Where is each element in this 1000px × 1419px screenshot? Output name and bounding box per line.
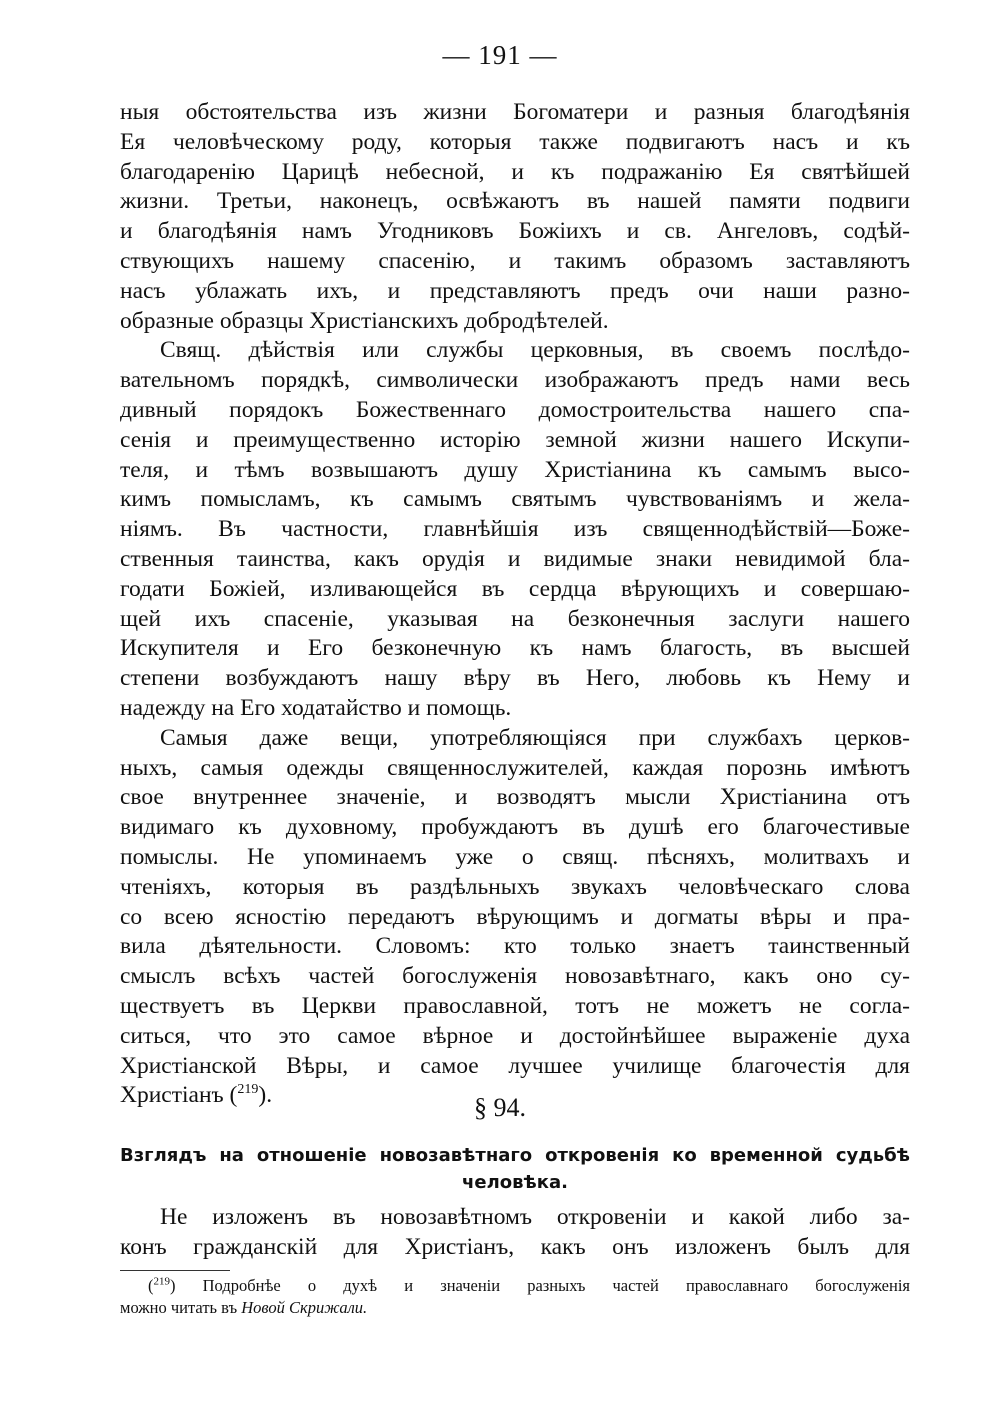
text-line: ныхъ, самыя одежды священнослужителей, каждая порознь имѣютъ [120, 754, 910, 781]
text-line: Искупителя и Его безконечную къ намъ благость, въ высшей [120, 635, 910, 662]
section-heading-line: Взглядъ на отношеніе новозавѣтнаго откровенія ко временной судьбѣ [120, 1145, 910, 1166]
text-line: сенія и преимущественно исторію земной жизни нашего Искупи- [120, 426, 910, 453]
text-line: Свящ. дѣйствія или службы церковныя, въ своемъ послѣдо- [160, 337, 910, 364]
text-line: годати Божіей, изливающейся въ сердца вѣрующихъ и совершаю- [120, 575, 910, 602]
text-line: чтеніяхъ, которыя въ раздѣльныхъ звукахъ человѣческаго слова [120, 873, 910, 900]
text-line: Христіанской Вѣры, и самое лучшее училище благочестія для [120, 1052, 910, 1079]
text-line: ніямъ. Въ частности, главнѣйшія изъ священнодѣйствій—Боже- [120, 516, 910, 543]
footnote-mark-close: ) [170, 1276, 176, 1295]
text-line: ществуетъ въ Церкви православной, тотъ не можетъ не согла- [120, 992, 910, 1019]
footnote-number: 219 [153, 1275, 170, 1288]
text-line: со всею ясностію передаютъ вѣрующимъ и догматы вѣры и пра- [120, 903, 910, 930]
footnote-text: Подробнѣе о духѣ и значеніи разныхъ частей православнаго богослуженія [202, 1276, 911, 1295]
text-line: Ея человѣческому роду, которыя также подвигаютъ насъ и къ [120, 128, 910, 155]
paragraph-3 [120, 724, 910, 1111]
footnote [120, 1275, 910, 1319]
text-line: степени возбуждаютъ нашу вѣру въ Него, любовь къ Нему и [120, 665, 910, 692]
text-line: дивный порядокъ Божественнаго домостроительства нашего спа- [120, 396, 910, 423]
text-line: надежду на Его ходатайство и помощь. [120, 694, 512, 721]
text-line: ствующихъ нашему спасенію, и такимъ образомъ заставляютъ [120, 247, 910, 274]
text-line: ныя обстоятельства изъ жизни Богоматери и разныя благодѣянія [120, 99, 910, 125]
section-text [120, 1203, 910, 1263]
footnote-line [120, 1297, 910, 1319]
section-heading-line: человѣка. [462, 1172, 568, 1193]
main-text [120, 98, 910, 1111]
text-line: щей ихъ спасеніе, указывая на безконечныя заслуги нашего [120, 605, 910, 632]
footnote-mark-open: ( [148, 1276, 154, 1295]
section-number: § 94. [474, 1093, 526, 1122]
paragraph-1 [120, 98, 910, 336]
text-line: помыслы. Не упоминаемъ уже о свящ. пѣсняхъ, молитвахъ и [120, 843, 910, 870]
footnote-divider [120, 1270, 230, 1271]
text-line: вательномъ порядкѣ, символически изображаютъ предъ нами весь [120, 367, 910, 394]
footnote-text: можно читать въ [120, 1298, 242, 1317]
footnote-reference[interactable]: 219 [237, 1082, 259, 1098]
text-line: жизни. Третьи, наконецъ, освѣжаютъ въ нашей памяти подвиги [120, 188, 910, 215]
text-line: образные образцы Христіанскихъ добродѣтелей. [120, 307, 609, 334]
text-line: благодаренію Царицѣ небесной, и къ подражанію Ея святѣйшей [120, 158, 910, 185]
text-line: смыслъ всѣхъ частей богослуженія новозавѣтнаго, какъ оно су- [120, 963, 910, 990]
text-line: Самыя даже вещи, употребляющіяся при службахъ церков- [160, 724, 910, 751]
text-line-end: ). [258, 1082, 273, 1109]
page-number: — 191 — [442, 40, 558, 70]
text-line: кимъ помысламъ, къ самымъ святымъ чувствованіямъ и жела- [120, 486, 910, 513]
text-line: свое внутреннее значеніе, и возводятъ мысли Христіанина отъ [120, 784, 910, 811]
text-line: конъ гражданскій для Христіанъ, какъ онъ изложенъ былъ для [120, 1233, 910, 1260]
text-line: ситься, что это самое вѣрное и достойнѣйшее выраженіе духа [120, 1022, 910, 1049]
text-line: видимаго къ духовному, пробуждаютъ въ душѣ его благочестивые [120, 814, 910, 841]
text-line: насъ ублажать ихъ, и представляютъ предъ очи наши разно- [120, 277, 910, 304]
text-line: Не изложенъ въ новозавѣтномъ откровеніи и какой либо за- [160, 1204, 910, 1230]
text-line-content: Христіанъ ( [120, 1082, 238, 1109]
footnote-line [120, 1275, 910, 1297]
footnote-book-title: Новой Скрижали. [241, 1298, 368, 1317]
text-line: вила дѣятельности. Словомъ: кто только знаетъ таинственный [120, 933, 910, 960]
text-line: и благодѣянія намъ Угодниковъ Божіихъ и св. Ангеловъ, содѣй- [120, 218, 910, 245]
text-line: ственныя таинства, какъ орудія и видимые знаки невидимой бла- [120, 545, 910, 572]
text-line: теля, и тѣмъ возвышаютъ душу Христіанина къ самымъ высо- [120, 456, 910, 483]
section-heading [120, 1142, 910, 1196]
paragraph-2 [120, 336, 910, 723]
